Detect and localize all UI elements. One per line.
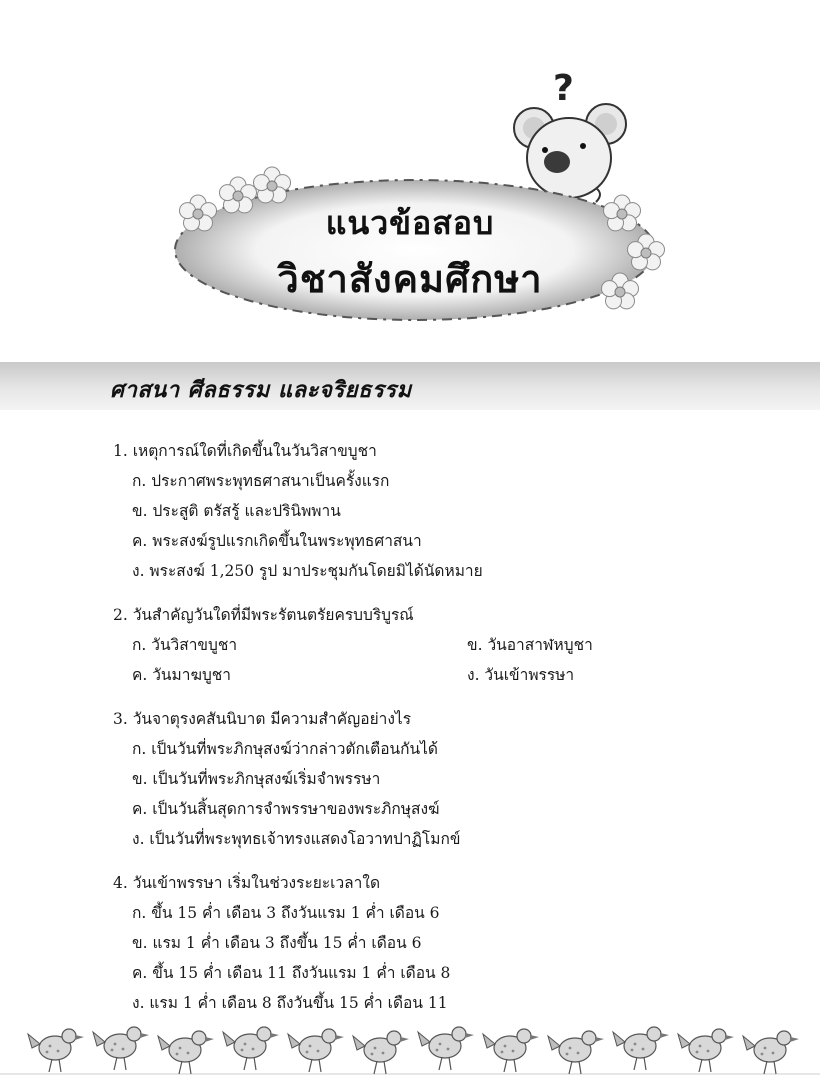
question-1 (113, 436, 763, 586)
choice-a: ก. ประกาศพระพุทธศาสนาเป็นครั้งแรก (132, 472, 390, 490)
question-text: 1. เหตุการณ์ใดที่เกิดขึ้นในวันวิสาขบูชา (113, 442, 377, 460)
choice-a: ก. เป็นวันที่พระภิกษุสงฆ์ว่ากล่าวตักเตือนกันได้ (132, 740, 438, 758)
question-4 (113, 868, 763, 1018)
choice-c: ค. วันมาฆบูชา (132, 666, 232, 684)
choice-grid (113, 630, 763, 690)
question-list (113, 436, 763, 1032)
section-title: ศาสนา ศีลธรรม และจริยธรรม (110, 378, 412, 403)
choice-a: ก. ขึ้น 15 ค่ำ เดือน 3 ถึงวันแรม 1 ค่ำ เดือน 6 (132, 904, 440, 922)
choice-c: ค. ขึ้น 15 ค่ำ เดือน 11 ถึงวันแรม 1 ค่ำ เดือน 8 (132, 964, 451, 982)
choice-a: ก. วันวิสาขบูชา (132, 636, 238, 654)
footer-birds-illustration (0, 1018, 820, 1082)
question-2 (113, 600, 763, 690)
choice-b: ข. เป็นวันที่พระภิกษุสงฆ์เริ่มจำพรรษา (132, 770, 381, 788)
question-text: 2. วันสำคัญวันใดที่มีพระรัตนตรัยครบบริบูรณ์ (113, 606, 414, 624)
choice-b: ข. ประสูติ ตรัสรู้ และปรินิพพาน (132, 502, 341, 520)
choice-c: ค. เป็นวันสิ้นสุดการจำพรรษาของพระภิกษุสงฆ์ (132, 800, 440, 818)
question-mark-glyph: ? (553, 68, 574, 109)
choice-d: ง. เป็นวันที่พระพุทธเจ้าทรงแสดงโอวาทปาฏิโมกข์ (132, 830, 461, 848)
choice-b: ข. แรม 1 ค่ำ เดือน 3 ถึงขึ้น 15 ค่ำ เดือน 6 (132, 934, 422, 952)
choice-d: ง. พระสงฆ์ 1,250 รูป มาประชุมกันโดยมิได้นัดหมาย (132, 562, 483, 580)
koala-mascot-icon (514, 68, 626, 204)
question-text: 4. วันเข้าพรรษา เริ่มในช่วงระยะเวลาใด (113, 874, 381, 892)
choice-d: ง. วันเข้าพรรษา (467, 666, 575, 684)
choice-b: ข. วันอาสาฬหบูชา (467, 636, 593, 654)
question-3 (113, 704, 763, 854)
question-text: 3. วันจาตุรงคสันนิบาต มีความสำคัญอย่างไร (113, 710, 412, 728)
choice-d: ง. แรม 1 ค่ำ เดือน 8 ถึงวันขึ้น 15 ค่ำ เดือน 11 (132, 994, 448, 1012)
subject-title: วิชาสังคมศึกษา (277, 257, 543, 301)
exam-title: แนวข้อสอบ (325, 204, 495, 242)
choice-c: ค. พระสงฆ์รูปแรกเกิดขึ้นในพระพุทธศาสนา (132, 532, 422, 550)
